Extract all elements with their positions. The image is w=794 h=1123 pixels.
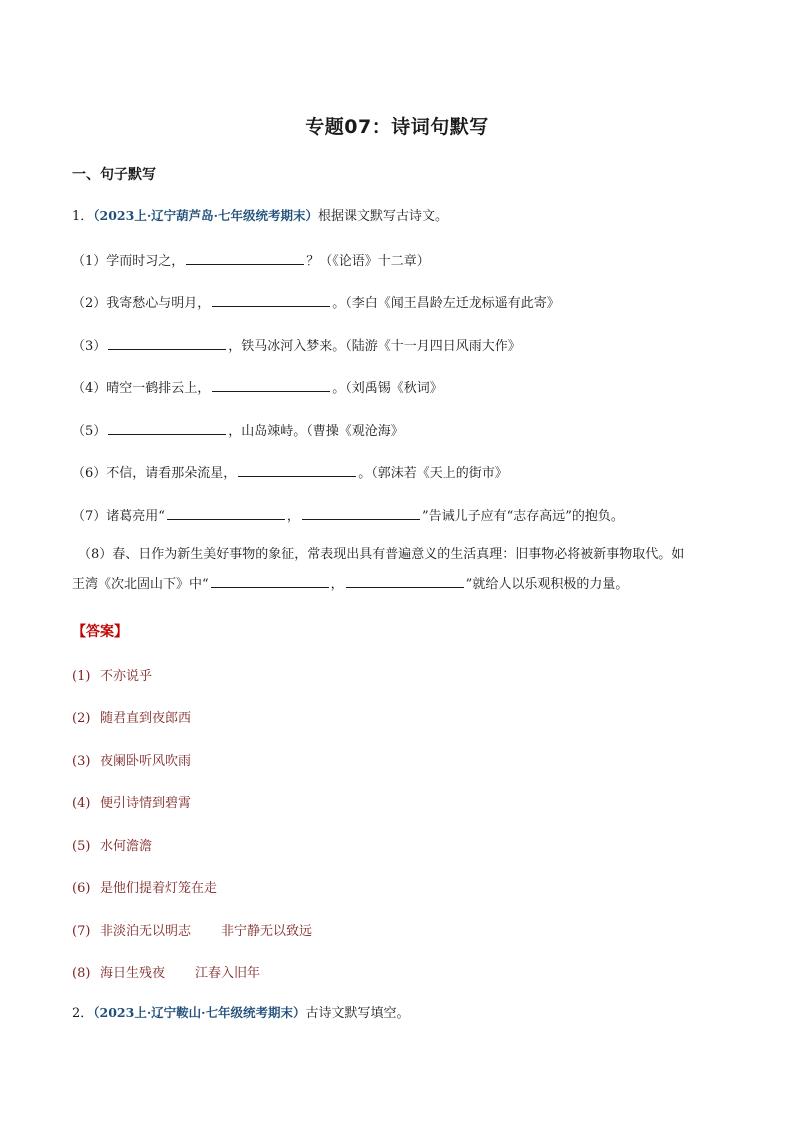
question-2-header [72,1004,410,1023]
answer-text: 夜阑卧听风吹雨 [100,754,192,769]
answer-number: (5) [72,839,91,854]
answer-item [72,750,191,769]
fill-item-5 [72,420,404,441]
answer-blank [211,573,329,588]
answer-blank [212,292,330,307]
item-text: ，山岛竦峙。（曹操《观沧海》 [228,424,404,439]
question-source: （2023上·辽宁葫芦岛·七年级统考期末） [93,208,319,223]
item-text: 王湾《次北固山下》中“ [72,577,209,592]
fill-item-8 [72,540,732,600]
answer-item [72,707,191,726]
item-text: （8）春、日作为新生美好事物的象征，常表现出具有普遍意义的生活真理：旧事物必将被新事物取代。如 [78,547,685,562]
item-text: （4）晴空一鹤排云上， [72,381,211,396]
answer-blank [346,573,464,588]
answer-blank [238,462,356,477]
answer-blank [186,250,304,265]
answer-number: (6) [72,881,91,896]
item-text: ，铁马冰河入梦来。（陆游《十一月四日风雨大作》 [228,339,521,354]
answer-item [72,920,312,939]
item-text: （2）我寄愁心与明月， [72,296,211,311]
answer-blank [212,377,330,392]
answer-number: (7) [72,924,91,939]
item-text: ， [330,577,344,592]
item-text: （6）不信，请看那朵流星， [72,466,237,481]
answer-item [72,835,152,854]
answer-text: 海日生残夜 [100,966,166,981]
item-text: （3） [72,339,107,354]
answer-blank [108,335,226,350]
fill-item-1 [72,250,430,271]
answer-text: 随君直到夜郎西 [100,711,192,726]
question-number: 1． [72,209,94,224]
fill-item-3 [72,335,521,356]
answer-blank [108,420,226,435]
item-text: ？（《论语》十二章） [306,254,430,269]
answer-text: 江春入旧年 [195,966,261,981]
fill-item-4 [72,377,443,398]
answer-number: (1) [72,669,91,684]
fill-item-7 [72,505,624,526]
fill-item-2 [72,292,560,313]
answer-text: 便引诗情到碧霄 [100,796,192,811]
answer-text: 非宁静无以致远 [221,924,313,939]
answer-item [72,792,191,811]
answer-blank [167,505,285,520]
question-source: （2023上·辽宁鞍山·七年级统考期末） [93,1005,306,1020]
item-text: （1）学而时习之， [72,254,185,269]
question-instruction: 根据课文默写古诗文。 [318,209,449,224]
answer-text: 是他们提着灯笼在走 [100,881,218,896]
answer-number: (2) [72,711,91,726]
answer-text: 非淡泊无以明志 [100,924,192,939]
item-text: （7）诸葛亮用“ [72,509,165,524]
answer-item [72,665,152,684]
item-text: 。（刘禹锡《秋词》 [332,381,443,396]
answer-number: (8) [72,966,91,981]
item-text: （5） [72,424,107,439]
answer-label: 【答案】 [72,624,128,640]
fill-item-6 [72,462,508,483]
item-text: ”告诫儿子应有“志存高远”的抱负。 [421,509,624,524]
page-title: 专题07：诗词句默写 [305,116,489,138]
answer-item [72,962,260,981]
item-text: ， [286,509,300,524]
answer-text: 水何澹澹 [100,839,153,854]
question-instruction: 古诗文默写填空。 [305,1006,410,1021]
answer-blank [302,505,420,520]
answer-number: (4) [72,796,91,811]
item-text: ”就给人以乐观积极的力量。 [465,577,629,592]
section-heading: 一、句子默写 [72,167,156,183]
answer-text: 不亦说乎 [100,669,153,684]
question-number: 2． [72,1006,94,1021]
item-text: 。（李白《闻王昌龄左迁龙标遥有此寄》 [332,296,560,311]
answer-number: (3) [72,754,91,769]
answer-item [72,877,217,896]
question-1-header [72,207,448,226]
item-text: 。（郭沫若《天上的街市》 [358,466,508,481]
